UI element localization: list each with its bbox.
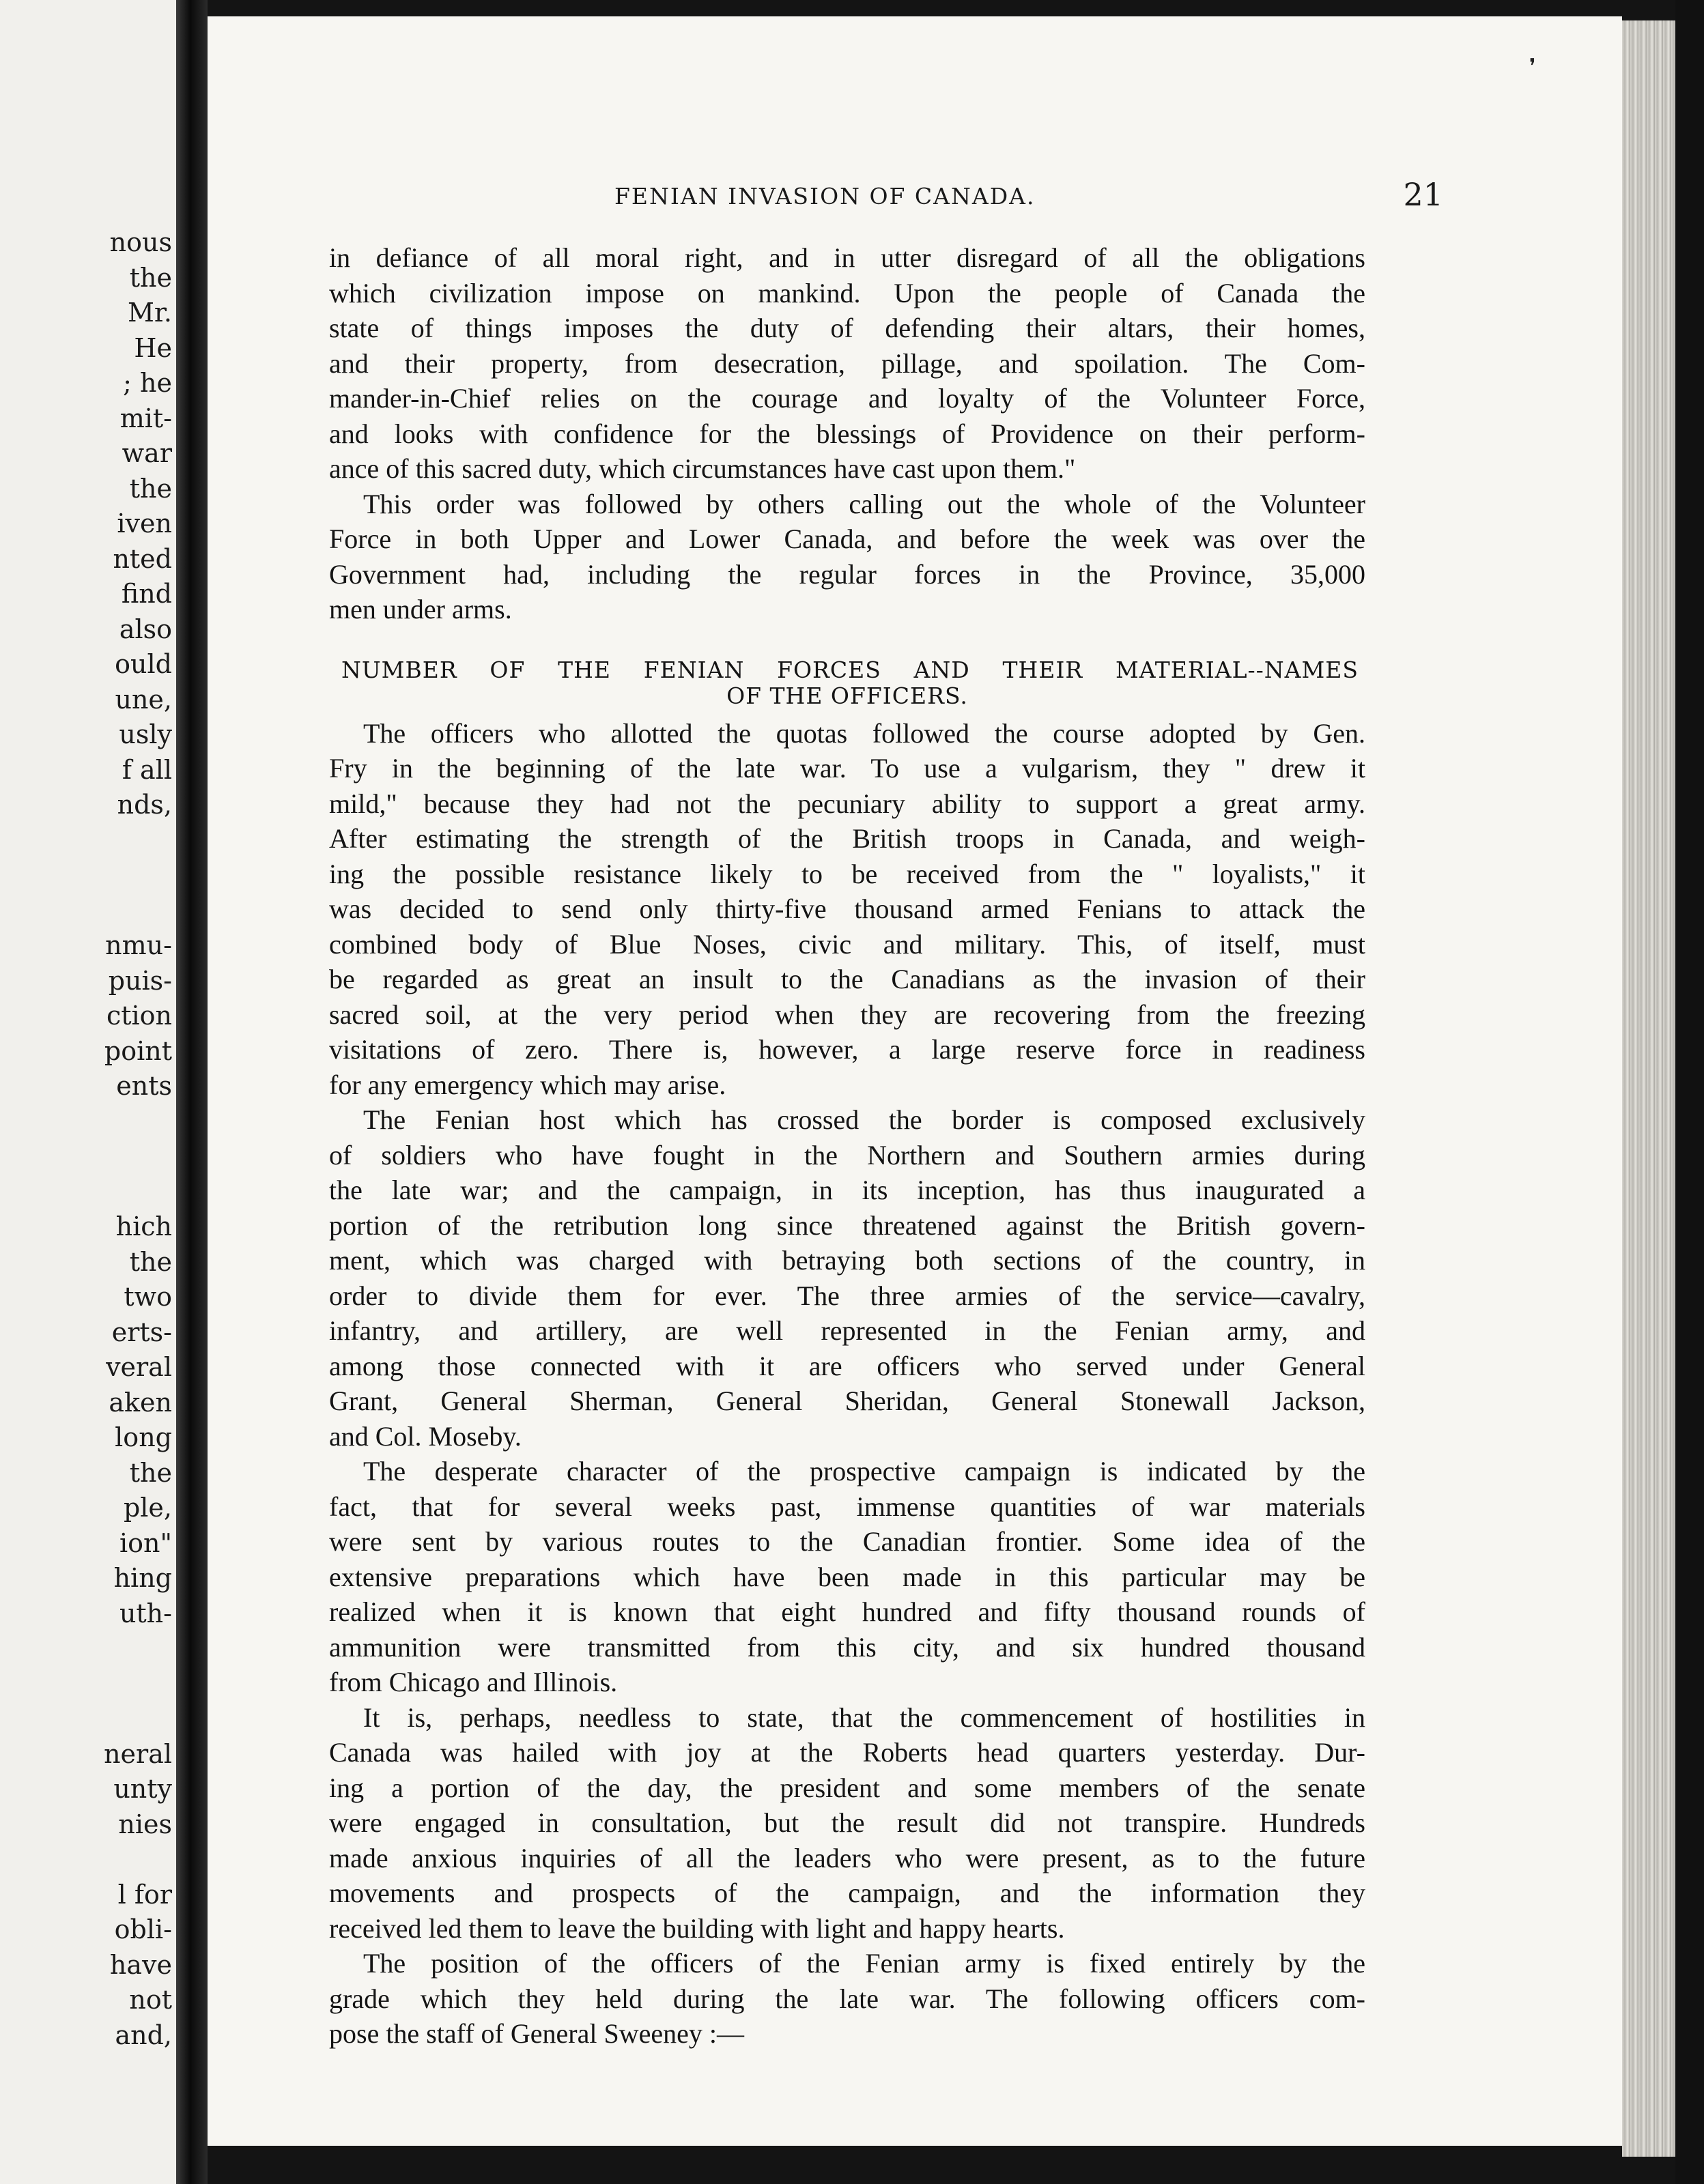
- left-page-fragment: f all: [122, 754, 172, 785]
- paragraph-4: [329, 1102, 1365, 1454]
- text-line: Fry in the beginning of the late war. To use a vulgarism, they " drew it: [329, 753, 1365, 784]
- text-line: It is, perhaps, needless to state, that the commencement of hostilities in: [363, 1701, 1365, 1733]
- text-line: Canada was hailed with joy at the Roberts head quarters yesterday. Dur-: [329, 1737, 1365, 1768]
- left-page-fragment: veral: [106, 1352, 172, 1382]
- text-line: were engaged in consultation, but the result did not transpire. Hundreds: [329, 1807, 1365, 1838]
- left-page-fragment: [0, 1631, 176, 1667]
- text-line: ment, which was charged with betraying both sections of the country, in: [329, 1245, 1365, 1276]
- text-line: movements and prospects of the campaign, and the information they: [329, 1878, 1365, 1908]
- text-line: The officers who allotted the quotas followed the course adopted by Gen.: [363, 717, 1365, 749]
- left-page-fragment: the: [129, 1457, 172, 1488]
- left-page-fragment: hich: [115, 1211, 172, 1241]
- text-line: were sent by various routes to the Canadian frontier. Some idea of the: [329, 1526, 1365, 1557]
- text-line: The position of the officers of the Fenian army is fixed entirely by the: [363, 1948, 1365, 1979]
- left-page-fragment: [0, 893, 176, 929]
- text-line: mild," because they had not the pecuniary ability to support a great army.: [329, 788, 1365, 819]
- left-page-fragment: the: [129, 473, 172, 504]
- text-line: combined body of Blue Noses, civic and military. This, of itself, must: [329, 928, 1365, 960]
- text-line: be regarded as great an insult to the Canadians as the invasion of their: [329, 964, 1365, 994]
- text-line: and Col. Moseby.: [329, 1420, 522, 1452]
- left-page-fragment: neral: [104, 1738, 172, 1769]
- left-page-fragment: ents: [116, 1071, 172, 1101]
- paragraph-6: [329, 1700, 1365, 1946]
- left-page-fragment: nous: [109, 227, 172, 257]
- left-page-fragment: l for: [117, 1879, 172, 1910]
- paragraph-5: [329, 1454, 1365, 1700]
- section-heading: [329, 657, 1365, 709]
- left-page-fragment: ; he: [123, 368, 172, 398]
- left-page-fragment: [0, 1175, 176, 1210]
- left-page-fragment: [0, 1139, 176, 1175]
- text-line: ance of this sacred duty, which circumstances have cast upon them.": [329, 453, 1076, 484]
- running-title: FENIAN INVASION OF CANADA.: [614, 183, 1036, 210]
- left-facing-page: [0, 0, 176, 2184]
- left-page-fragment: unty: [113, 1774, 172, 1804]
- text-line: and their property, from desecration, pillage, and spoilation. The Com-: [329, 347, 1365, 379]
- left-page-fragment: nmu-: [105, 930, 172, 960]
- left-page-fragment: [0, 823, 176, 859]
- left-page-fragment: war: [122, 438, 172, 468]
- scan-border: [1675, 0, 1704, 2184]
- left-page-fragment: puis-: [108, 965, 172, 996]
- text-line: portion of the retribution long since threatened against the British govern-: [329, 1209, 1365, 1241]
- left-page-fragment: obli-: [114, 1914, 172, 1944]
- left-page-fragment: and,: [115, 2020, 172, 2050]
- left-page-text-fragments: [0, 225, 176, 2053]
- left-page-fragment: nds,: [117, 790, 172, 820]
- text-line: sacred soil, at the very period when they are recovering from the freezing: [329, 998, 1365, 1030]
- left-page-fragment: [0, 1667, 176, 1702]
- left-page-fragment: find: [121, 579, 172, 609]
- page-body: [329, 240, 1365, 2052]
- left-page-fragment: usly: [119, 719, 172, 749]
- paragraph-1: [329, 240, 1365, 487]
- left-page-fragment: ple,: [123, 1493, 172, 1523]
- text-line: among those connected with it are officers who served under General: [329, 1350, 1365, 1381]
- left-page-fragment: also: [119, 614, 172, 644]
- text-line: ing the possible resistance likely to be received from the " loyalists," it: [329, 858, 1365, 889]
- left-page-fragment: [0, 1104, 176, 1140]
- text-line: received led them to leave the building with light and happy hearts.: [329, 1912, 1065, 1944]
- left-page-fragment: long: [115, 1422, 172, 1452]
- left-page-fragment: aken: [109, 1387, 172, 1418]
- text-line: order to divide them for ever. The three armies of the service—cavalry,: [329, 1280, 1365, 1311]
- left-page-fragment: uth-: [119, 1598, 172, 1628]
- text-line: extensive preparations which have been made in this particular may be: [329, 1561, 1365, 1592]
- left-page-fragment: ould: [115, 649, 172, 679]
- text-line: This order was followed by others calling out the whole of the Volunteer: [363, 488, 1365, 519]
- text-line: the late war; and the campaign, in its inception, has thus inaugurated a: [329, 1175, 1365, 1205]
- text-line: was decided to send only thirty-five thousand armed Fenians to attack the: [329, 893, 1365, 924]
- text-line: pose the staff of General Sweeney :—: [329, 2018, 744, 2049]
- book-gutter: [176, 0, 208, 2184]
- text-line: in defiance of all moral right, and in utter disregard of all the obligations: [329, 242, 1365, 273]
- paragraph-7: [329, 1946, 1365, 2052]
- text-line: of soldiers who have fought in the Northern and Southern armies during: [329, 1139, 1365, 1170]
- left-page-fragment: point: [104, 1035, 172, 1066]
- text-line: state of things imposes the duty of defending their altars, their homes,: [329, 313, 1365, 343]
- ink-speck: ❜: [1529, 55, 1536, 78]
- left-page-fragment: iven: [117, 508, 172, 538]
- text-line: Government had, including the regular forces in the Province, 35,000: [329, 558, 1365, 590]
- text-line: mander-in-Chief relies on the courage and loyalty of the Volunteer Force,: [329, 383, 1365, 414]
- left-page-fragment: ion": [119, 1527, 172, 1558]
- text-line: realized when it is known that eight hundred and fifty thousand rounds of: [329, 1596, 1365, 1627]
- left-page-fragment: the: [129, 1246, 172, 1277]
- text-line: for any emergency which may arise.: [329, 1069, 726, 1100]
- section-heading-line-1: NUMBER OF THE FENIAN FORCES AND THEIR MATERIAL--NAMES: [341, 656, 1359, 683]
- page-number: 21: [1403, 176, 1443, 213]
- text-line: made anxious inquiries of all the leaders who were present, as to the future: [329, 1842, 1365, 1873]
- left-page-fragment: [0, 858, 176, 893]
- left-page-fragment: He: [134, 332, 172, 363]
- left-page-fragment: have: [109, 1949, 172, 1980]
- text-line: infantry, and artillery, are well represented in the Fenian army, and: [329, 1315, 1365, 1346]
- page-edges: [1622, 20, 1675, 2157]
- left-page-fragment: two: [124, 1282, 172, 1312]
- left-page-fragment: not: [129, 1985, 172, 2015]
- left-page-fragment: the: [129, 262, 172, 293]
- left-page-fragment: mit-: [119, 403, 172, 433]
- text-line: and looks with confidence for the blessings of Providence on their perform-: [329, 418, 1365, 449]
- section-heading-line-2: OF THE OFFICERS.: [726, 682, 968, 709]
- text-line: Force in both Upper and Lower Canada, and before the week was over the: [329, 523, 1365, 554]
- text-line: Grant, General Sherman, General Sheridan, General Stonewall Jackson,: [329, 1385, 1365, 1416]
- left-page-fragment: ction: [106, 1001, 172, 1031]
- text-line: which civilization impose on mankind. Upon the people of Canada the: [329, 277, 1365, 308]
- left-page-fragment: [0, 1701, 176, 1737]
- text-line: ammunition were transmitted from this city, and six hundred thousand: [329, 1631, 1365, 1663]
- text-line: visitations of zero. There is, however, a large reserve force in readiness: [329, 1034, 1365, 1065]
- left-page-fragment: [0, 1842, 176, 1878]
- paragraph-2: [329, 487, 1365, 627]
- text-line: from Chicago and Illinois.: [329, 1667, 618, 1697]
- text-line: The Fenian host which has crossed the border is composed exclusively: [363, 1104, 1365, 1135]
- left-page-fragment: hing: [113, 1563, 172, 1593]
- text-line: men under arms.: [329, 594, 512, 624]
- left-page-fragment: nies: [118, 1809, 172, 1839]
- left-page-fragment: une,: [115, 684, 172, 715]
- text-line: After estimating the strength of the British troops in Canada, and weigh-: [329, 823, 1365, 854]
- text-line: The desperate character of the prospective campaign is indicated by the: [363, 1456, 1365, 1486]
- paragraph-3: [329, 716, 1365, 1103]
- text-line: ing a portion of the day, the president and some members of the senate: [329, 1772, 1365, 1803]
- left-page-fragment: Mr.: [128, 298, 172, 328]
- text-line: grade which they held during the late war. The following officers com-: [329, 1983, 1365, 2014]
- left-page-fragment: erts-: [111, 1317, 172, 1347]
- text-line: fact, that for several weeks past, immense quantities of war materials: [329, 1491, 1365, 1522]
- left-page-fragment: nted: [113, 543, 172, 574]
